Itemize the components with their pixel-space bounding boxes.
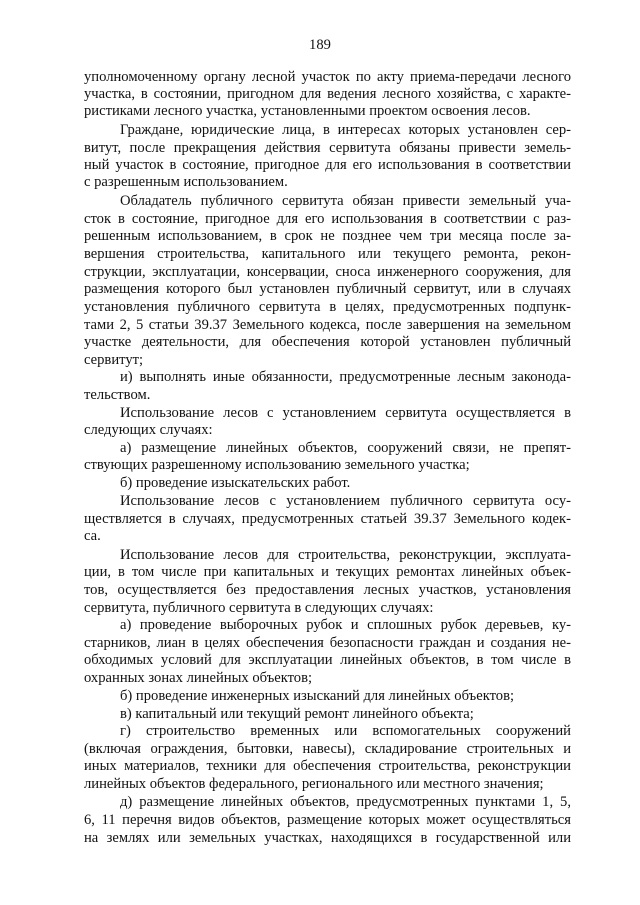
text-line: а) проведение выборочных рубок и сплошных рубок деревьев, ку- — [120, 617, 571, 633]
text-line: 6, 11 перечня видов объектов, размещение которых может осуществляться — [84, 812, 571, 828]
text-line: иных материалов, техники для обеспечения строительства, реконструкции — [84, 758, 571, 774]
text-line: Использование лесов с установлением сервитута осуществляется в — [120, 405, 571, 421]
text-line: струкции, эксплуатации, консервации, сноса инженерного сооружения, для — [84, 264, 571, 280]
text-line: ный участок в состояние, пригодное для его использования в соответствии — [84, 157, 571, 173]
text-line: в) капитальный или текущий ремонт линейного объекта; — [120, 706, 474, 722]
text-line: вершения строительства, капитального или текущего ремонта, рекон- — [84, 246, 571, 262]
text-line: старников, лиан в целях обеспечения безопасности граждан и создания не- — [84, 635, 571, 651]
text-line: уполномоченному органу лесной участок по акту приема-передачи лесного — [84, 69, 571, 85]
text-line: Обладатель публичного сервитута обязан привести земельный уча- — [120, 193, 571, 209]
page-number: 189 — [309, 37, 331, 53]
text-line: тов, осуществляется без предоставления лесных участков, установления — [84, 582, 571, 598]
text-line: сток в состояние, пригодное для его использования в соответствии с раз- — [84, 211, 571, 227]
text-line: Граждане, юридические лица, в интересах которых установлен сер- — [120, 122, 571, 138]
text-line: участке деятельности, для обеспечения которой установлен публичный — [84, 334, 571, 350]
text-line: и) выполнять иные обязанности, предусмотренные лесным законода- — [120, 369, 571, 385]
text-line: (включая ограждения, бытовки, навесы), складирование строительных и — [84, 741, 571, 757]
text-line: са. — [84, 528, 101, 544]
text-line: ществляется в случаях, предусмотренных статьей 39.37 Земельного кодек- — [84, 511, 571, 527]
text-line: а) размещение линейных объектов, сооружений связи, не препят- — [120, 440, 571, 456]
text-line: сервитута, публичного сервитута в следующих случаях: — [84, 600, 434, 616]
text-line: решенным использованием, в срок не позднее чем три месяца после за- — [84, 228, 571, 244]
text-line: Использование лесов для строительства, реконструкции, эксплуата- — [120, 547, 571, 563]
text-line: ристиками лесного участка, установленными проектом освоения лесов. — [84, 103, 531, 119]
text-line: установления публичного сервитута в целях, предусмотренных подпунк- — [84, 299, 571, 315]
text-line: с разрешенным использованием. — [84, 174, 288, 190]
text-line: б) проведение изыскательских работ. — [120, 475, 351, 491]
text-line: ствующих разрешенному использованию земельного участка; — [84, 457, 470, 473]
text-line: обходимых условий для эксплуатации линейных объектов, в том числе в — [84, 652, 571, 668]
text-line: тельством. — [84, 387, 151, 403]
text-line: охранных зонах линейных объектов; — [84, 670, 313, 686]
text-line: б) проведение инженерных изысканий для линейных объектов; — [120, 688, 515, 704]
text-line: следующих случаях: — [84, 422, 213, 438]
text-line: ции, в том числе при капитальных и текущих ремонтах линейных объек- — [84, 564, 571, 580]
text-line: линейных объектов федерального, регионального или местного значения; — [84, 776, 544, 792]
text-line: Использование лесов с установлением публичного сервитута осу- — [120, 493, 571, 509]
text-line: г) строительство временных или вспомогательных сооружений — [120, 723, 571, 739]
text-line: на землях или земельных участках, находящихся в государственной или — [84, 830, 571, 846]
text-line: д) размещение линейных объектов, предусмотренных пунктами 1, 5, — [120, 794, 571, 810]
text-line: размещения которого был установлен публичный сервитут, или в случаях — [84, 281, 571, 297]
text-line: участка, в состоянии, пригодном для ведения лесного хозяйства, с характе- — [84, 86, 571, 102]
text-line: витут, после прекращения действия сервитута обязаны привести земель- — [84, 140, 571, 156]
text-line: сервитут; — [84, 352, 144, 368]
text-line: тами 2, 5 статьи 39.37 Земельного кодекса, после завершения на земельном — [84, 317, 571, 333]
